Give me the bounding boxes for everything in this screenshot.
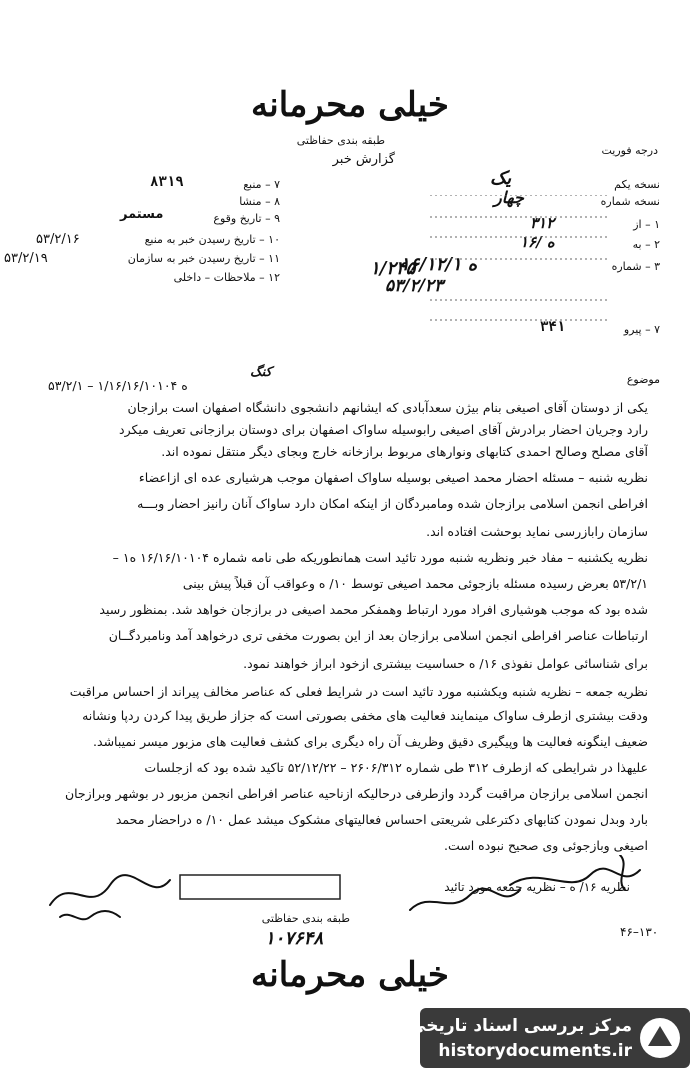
- body-line: شده بود که موجب هوشیاری افراد مورد ارتباط وهمفکر محمد اصیغی در برازجان خواهد شد. بمنظور رسید: [99, 602, 648, 617]
- body-line: ضعیف اینگونه فعالیت ها وپیگیری دقیق وظریف آن راه دیگری برای کشف فعالیت های مزبور میسر نمیباشد.: [93, 734, 648, 749]
- signature-left: [50, 875, 170, 905]
- field-copy-number-value: چهار: [494, 188, 524, 207]
- field-remarks-label: ۱۲ – ملاحظات – داخلی: [173, 271, 280, 284]
- stamp-number: ۱۰۷۶۴۸: [265, 928, 324, 949]
- body-line: یکی از دوستان آقای اصیغی بنام بیژن سعدآبادی که ایشانهم دانشجوی دانشگاه اصفهان است برازجان: [127, 400, 648, 415]
- field-from-label: ۱ – از: [633, 218, 660, 231]
- field-received-org-value: ۵۳/۲/۱۹: [4, 251, 48, 266]
- right-field-guides: [430, 195, 610, 335]
- body-line: ۵۳/۲/۱ – ۱/ه ۱۶/۱۶/۱۰۱۰۴: [48, 378, 188, 393]
- field-number-value: ۱۶/۱۲/ه ۱: [400, 254, 478, 275]
- field-source-label: ۷ – منبع: [243, 178, 280, 191]
- report-type: گزارش خبر: [332, 152, 395, 167]
- field-following-value: ۳۴۱: [540, 319, 566, 335]
- subject-label: موضوع: [626, 373, 660, 386]
- classification-title-bottom: خیلی محرمانه: [251, 955, 449, 995]
- field-following-label: ۷ – پیرو: [623, 323, 660, 336]
- body-line: نظریه یکشنبه – مفاد خبر ونظریه شنبه مورد تائید است همانطوریکه طی نامه شماره ۱۶/۱۶/۱۰۱۰۴ ه۱ –: [112, 550, 648, 565]
- field-received-source-label: ۱۰ – تاریخ رسیدن خبر به منبع: [144, 233, 280, 246]
- margin-note: کنگ: [250, 365, 272, 380]
- body-line: ودقت بیشتری ازطرف ساواک مینمایند فعالیت های مخفی بصورتی است که جزاز طریق پیدا کردن ردپا ونشانه: [82, 708, 648, 723]
- signature-middle: [410, 889, 520, 910]
- field-origin-label: ۸ – منشا: [239, 195, 280, 208]
- field-to-value: ۱۶/ ه: [520, 233, 555, 251]
- field-copy-first-value: یک: [490, 168, 512, 189]
- body-line: نظریه جمعه – نظریه شنبه ویکشنبه مورد تائید است در شرایط فعلی که عناصر مخالف پیراند از احساس مراقبت: [69, 684, 648, 699]
- bottom-note: نظریه ۱۶/ ه – نظریه جمعه مورد تائید: [444, 880, 630, 894]
- body-line: برای شناسائی عوامل نفوذی ۱۶/ ه حساسیت بیشتری ازخود ابراز خواهند نمود.: [243, 656, 648, 671]
- body-line: سازمان رابازرسی نماید بوحشت افتاده اند.: [426, 524, 648, 539]
- field-source-value: ۸۳۱۹: [150, 174, 184, 190]
- body-line: ۵۳/۲/۱ بعرض رسیده مسئله بازجوئی محمد اصیغی توسط ۱۰/ ه وعواقب آن قبلاً پیش بینی: [182, 576, 648, 591]
- classification-label: طبقه بندی حفاظتی: [296, 134, 385, 147]
- field-received-source-value: ۵۳/۲/۱۶: [36, 232, 80, 247]
- field-number-label: ۳ – شماره: [611, 260, 660, 273]
- field-occurrence-value: مستمر: [120, 207, 164, 222]
- archive-emblem-icon: [638, 1016, 682, 1060]
- field-copy-first-label: نسخه یکم: [614, 178, 660, 191]
- body-line: اصیغی وبازجوئی وی صحیح نبوده است.: [444, 838, 648, 853]
- field-occurrence-label: ۹ – تاریخ وقوع: [213, 212, 280, 225]
- watermark-org-name: مرکز بررسی اسناد تاریخی: [409, 1016, 632, 1036]
- priority-label: درجه فوریت: [601, 144, 658, 157]
- margin-mark: [620, 855, 625, 890]
- footer-classification-label: طبقه بندی حفاظتی: [261, 912, 350, 925]
- classification-title-top: خیلی محرمانه: [251, 85, 449, 125]
- body-line: رارد وجریان احضار برادرش آقای اصیغی رابوسیله ساواک اصفهان برای دوستان برازجانی تعریف میکرد: [119, 422, 648, 437]
- body-line: انجمن اسلامی برازجان مراقبت گردد وازطرفی درحالیکه ازناحیه عناصر افراطی انجمن مزبور در بوشهر وبرازجان: [64, 786, 648, 801]
- received-stamp: [180, 875, 340, 899]
- field-number-value-2: ۱/۲۴۵: [370, 258, 416, 279]
- body-line: بارد وبدل نمودن کتابهای دکترعلی شریعتی احساس فعالیتهای مشکوک میشد عمل ۱۰/ ه دراحضار محمد: [115, 812, 648, 827]
- page-code: ۴۶–۱۳۰: [620, 925, 659, 939]
- body-line: نظریه شنبه – مسئله احضار محمد اصیغی بوسیله ساواک اصفهان موجب هرشیاری عده ای ازاعضاء: [138, 470, 648, 485]
- body-line: علیهذا در شرایطی که ازطرف ۳۱۲ طی شماره ۲۶۰۶/۳۱۲ – ۵۲/۱۲/۲۲ تاکید شده بود که ازجلسات: [144, 760, 648, 775]
- watermark-url: historydocuments.ir: [438, 1041, 632, 1061]
- watermark-logo: [409, 1008, 690, 1068]
- body-line: آقای مصلح وصالح احمدی کتابهای ونوارهای مربوط برازخانه خارج وبجای دیگر منتقل نموده اند.: [161, 444, 648, 459]
- field-date-value: ۵۳/۲/۲۳: [385, 276, 444, 296]
- field-received-org-label: ۱۱ – تاریخ رسیدن خبر به سازمان: [127, 252, 280, 265]
- field-from-value: ۳۱۲: [530, 214, 555, 232]
- field-to-label: ۲ – به: [632, 238, 660, 251]
- body-line: افراطی انجمن اسلامی برازجان شده ومامبردگان از اینکه امکان دارد ساواک آنان رانیز احضار وبـــه: [137, 496, 648, 511]
- signature-left-underline: [60, 911, 120, 919]
- report-body: [0, 378, 700, 868]
- field-copy-number-label: نسخه شماره: [600, 195, 660, 208]
- body-line: ارتباطات عناصر افراطی انجمن اسلامی برازجان بعد از این بصورت مخفی تری درخواهد آمد ونامبردگــان: [108, 628, 648, 643]
